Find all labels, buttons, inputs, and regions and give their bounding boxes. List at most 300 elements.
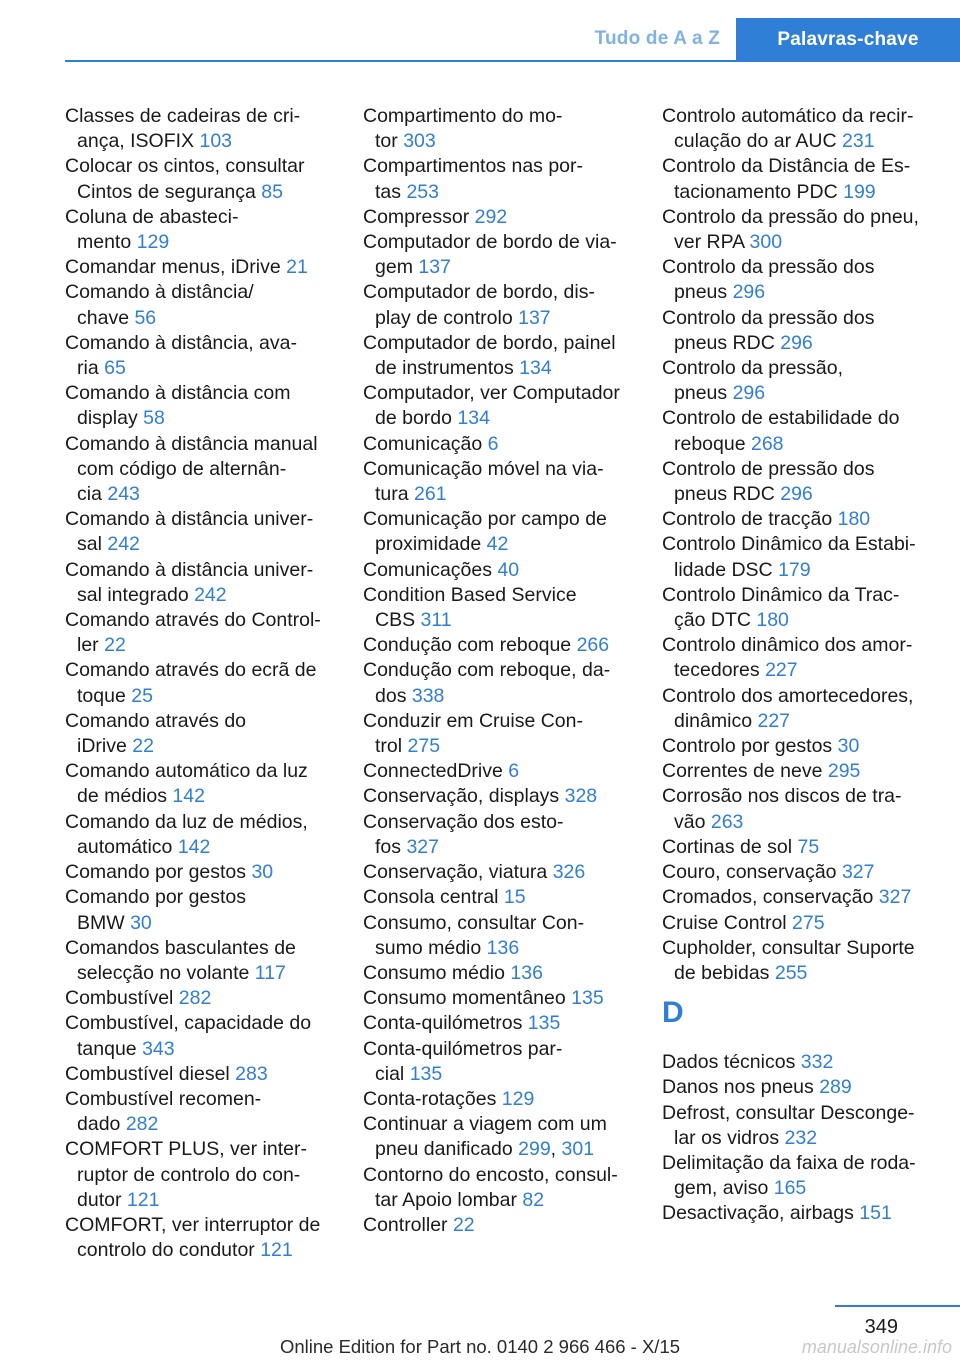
page-reference-link[interactable]: 135 [527,1012,561,1035]
page-reference-link[interactable]: 142 [177,835,211,858]
index-entry-text: pneu danificado [375,1138,519,1161]
index-entry [65,507,337,557]
page-reference-link[interactable]: 303 [403,130,436,153]
page-reference-link[interactable]: 30 [130,911,152,934]
index-entry-text: proximidade [375,533,487,556]
index-entry [662,784,934,834]
index-entry-text: Controlo Dinâmico da Estabi- [662,533,916,556]
index-entry-text: Cortinas de sol [662,835,798,858]
index-entry-text: sal integrado [77,583,195,606]
index-entry [65,381,337,431]
index-entry-text: Conta-quilómetros par- [363,1037,563,1060]
page-reference-link[interactable]: 255 [774,961,808,984]
page-reference-link[interactable]: 136 [510,961,543,984]
page-reference-link[interactable]: 58 [143,407,165,430]
index-entry-text: pneus [674,281,733,304]
page-reference-link[interactable]: 137 [518,306,551,329]
index-entry [65,1062,337,1087]
index-entry [65,709,337,759]
index-entry-text: pneus RDC [674,483,781,506]
index-entry-text: Controlo por gestos [662,735,838,758]
index-entry-text: Controlo Dinâmico da Trac- [662,583,900,606]
page-reference-link[interactable]: 117 [254,961,286,984]
index-entry-text: Comando por gestos [65,861,252,884]
page-reference-link[interactable]: 242 [194,583,227,606]
index-entry [363,1037,635,1087]
index-entry [65,1087,337,1137]
index-entry-text: Comunicações [363,558,498,581]
index-column-2 [363,104,635,1238]
index-entry-text: de bebidas [674,961,775,984]
index-entry [363,280,635,330]
index-entry-text: Comando à distância/ [65,281,254,304]
page-reference-link[interactable]: 42 [486,533,509,556]
index-entry [65,1011,337,1061]
index-entry [662,885,934,910]
index-entry-text: Compressor [363,205,475,228]
page-reference-link[interactable]: 327 [878,886,912,909]
page-reference-link[interactable]: 261 [414,483,447,506]
index-entry-text: Controlo da pressão dos [662,256,875,279]
page-reference-link[interactable]: 299 [518,1138,551,1161]
index-entry-text: Correntes de neve [662,760,828,783]
index-entry [65,255,337,280]
index-entry-text: ConnectedDrive [363,760,509,783]
index-entry-text: iDrive [77,735,133,758]
page-reference-link[interactable]: 135 [571,987,604,1010]
index-entry-text: Cruise Control [662,911,793,934]
index-entry-text: Computador de bordo de via- [363,231,617,254]
page-reference-link[interactable]: 82 [522,1188,545,1211]
index-entry [363,457,635,507]
index-entry [65,986,337,1011]
index-entry [662,356,934,406]
page-reference-link[interactable]: 282 [125,1113,159,1136]
section-tab[interactable]: Tudo de A a Z [594,28,720,49]
index-entry-text: display [77,407,144,430]
index-entry-text: trol [375,735,408,758]
index-entry [363,911,635,961]
page-reference-link[interactable]: 243 [107,483,140,506]
page-reference-link[interactable]: 21 [286,256,308,279]
page-reference-link[interactable]: 165 [773,1177,807,1200]
index-entry-text: Coluna de abasteci- [65,205,239,228]
index-entry-text: Cromados, conservação [662,886,879,909]
index-entry-text: toque [77,684,132,707]
page-reference-link[interactable]: 25 [131,684,153,707]
index-entry-text: Comando à distância com [65,382,291,405]
index-entry [363,1213,635,1238]
index-entry-text: Controlo automático da recir- [662,105,914,127]
page-reference-link[interactable]: 338 [411,684,445,707]
index-entry-text: Consola central [363,886,504,909]
index-entry-text: COMFORT, ver interruptor de [65,1213,321,1236]
index-entry [65,280,337,330]
index-entry-text: tor [375,130,404,153]
index-entry-text: Consumo momentâneo [363,987,572,1010]
page-reference-link[interactable]: 268 [750,432,784,455]
index-entry-text: dos [375,684,412,707]
index-entry-text: pneus RDC [674,331,781,354]
index-entry [363,331,635,381]
index-entry-text: Danos nos pneus [662,1076,820,1099]
index-entry-text: Comando através do [65,709,247,732]
index-entry [662,684,934,734]
page-reference-link[interactable]: 56 [134,306,157,329]
index-entry [363,507,635,557]
page-reference-link[interactable]: 227 [757,709,791,732]
page-reference-link[interactable]: 311 [420,609,452,632]
index-entry [65,608,337,658]
index-entry [363,381,635,431]
index-entry-text: de médios [77,785,173,808]
page-reference-link[interactable]: 232 [784,1126,818,1149]
index-entry [662,507,934,532]
index-entry [363,1163,635,1213]
index-entry-text: ver RPA [674,231,750,254]
index-entry [65,1137,337,1213]
index-entry [662,734,934,759]
index-entry-text: ção DTC [674,609,757,632]
page-reference-link[interactable]: 300 [749,231,783,254]
index-entry-text: Comunicação móvel na via- [363,457,604,480]
page-reference-link[interactable]: 292 [474,205,508,228]
page-reference-link[interactable]: 343 [142,1037,175,1060]
index-entry [363,432,635,457]
index-entry [65,331,337,381]
index-entry [662,532,934,582]
index-entry-text: Comando à distância univer- [65,508,314,531]
page-reference-link[interactable]: 275 [792,911,825,934]
index-entry-text: Computador de bordo, painel [363,331,616,354]
index-entry-text: Controlo da pressão dos [662,306,875,329]
index-entry [662,633,934,683]
index-entry-text: Continuar a viagem com um [363,1113,607,1136]
index-entry-text: cial [375,1062,410,1085]
index-entry [662,583,934,633]
index-entry [662,936,934,986]
index-entry [363,633,635,658]
page-reference-link[interactable]: 151 [859,1202,892,1225]
index-entry [363,230,635,280]
index-entry-text: Comandar menus, iDrive [65,256,287,279]
index-entry-text: tas [375,180,407,203]
index-entry-text: chave [77,306,135,329]
index-entry [662,1201,934,1226]
index-column-1 [65,104,337,1263]
index-entry-text: Controlo de estabilidade do [662,407,900,430]
page-reference-link[interactable]: 289 [819,1076,852,1099]
page-reference-link[interactable]: 22 [104,634,126,657]
page-reference-link[interactable]: 30 [251,861,274,884]
page-reference-link[interactable]: 295 [827,760,861,783]
page-reference-link[interactable]: 22 [452,1213,475,1236]
index-entry-text: sal [77,533,108,556]
page-reference-link[interactable]: 227 [765,659,798,682]
index-entry-text: Comando automático da luz [65,760,308,783]
index-entry-text: Conservação, displays [363,785,565,808]
index-entry-text: Controlo de pressão dos [662,457,875,480]
index-entry-text: lidade DSC [674,558,779,581]
index-entry-text: ria [77,357,105,380]
page-reference-link[interactable]: 180 [756,609,789,632]
page-reference-link[interactable]: 15 [503,886,526,909]
page-reference-link[interactable]: 328 [564,785,598,808]
page-reference-link[interactable]: 275 [407,735,441,758]
index-entry-text: selecção no volante [77,961,255,984]
index-entry-text: culação do ar AUC [674,130,843,153]
index-entry [662,1101,934,1151]
index-entry-text: Conta-quilómetros [363,1012,528,1035]
page-reference-link[interactable]: 22 [132,735,154,758]
index-entry-text: dinâmico [674,709,758,732]
index-entry-text: dutor [77,1188,127,1211]
index-entry-text: Computador de bordo, dis- [363,281,595,304]
index-letter-heading: D [662,996,684,1030]
index-entry-text: pneus [674,382,733,405]
index-entry-text: Combustível [65,987,179,1010]
index-entry [662,205,934,255]
index-entry [662,1050,934,1075]
index-entry-text: Conservação dos esto- [363,810,564,833]
page-reference-link[interactable]: 266 [576,634,610,657]
page-reference-link[interactable]: 199 [843,180,876,203]
index-entry-text: tanque [77,1037,143,1060]
index-entry-text: gem, aviso [674,1177,774,1200]
page-reference-link[interactable]: 242 [107,533,140,556]
index-entry-text: Compartimentos nas por- [363,155,584,178]
page-reference-link[interactable]: 296 [780,331,813,354]
index-entry [363,1087,635,1112]
index-entry-text: Comando à distância, ava- [65,331,297,354]
index-entry-text: Defrost, consultar Desconge- [662,1101,915,1124]
index-entry [363,784,635,809]
page-reference-link[interactable]: 103 [199,130,233,153]
index-entry-text: tecedores [674,659,766,682]
index-entry-text: com código de alternân- [77,457,287,480]
index-entry [65,658,337,708]
page-reference-link[interactable]: 134 [457,407,490,430]
page-reference-link[interactable]: 296 [732,382,766,405]
index-entry [65,860,337,885]
index-entry [363,759,635,784]
index-entry-text: Comando à distância manual [65,432,318,455]
index-entry-text: tura [375,483,415,506]
index-entry-text: Conservação, viatura [363,861,553,884]
index-entry [65,205,337,255]
index-entry-text: reboque [674,432,751,455]
page-header [0,0,960,62]
index-entry [65,759,337,809]
index-entry [662,860,934,885]
index-entry [363,709,635,759]
index-entry-text: ruptor de controlo do con- [77,1163,301,1186]
index-entry-text: Controlo de tracção [662,508,838,531]
index-entry-text: Comando através do Control- [65,609,321,632]
index-entry-text: Combustível diesel [65,1062,236,1085]
page-reference-link[interactable]: 327 [841,861,875,884]
page-reference-link[interactable]: 327 [406,835,439,858]
page-reference-link[interactable]: 129 [136,231,170,254]
page-reference-link[interactable]: 253 [406,180,439,203]
index-entry-text: Couro, conservação [662,861,842,884]
page-reference-link[interactable]: 326 [552,861,586,884]
index-entry [65,1213,337,1263]
index-entry [363,810,635,860]
index-entry [662,154,934,204]
index-entry-text: cia [77,483,108,506]
index-entry-text: fos [375,835,407,858]
index-entry-text: tacionamento PDC [674,180,844,203]
page-reference-link[interactable]: 6 [487,432,499,455]
page-reference-link[interactable]: 282 [178,987,212,1010]
index-entry [363,583,635,633]
index-entry-text: BMW [77,911,131,934]
index-entry-text: Controlo da Distância de Es- [662,155,911,178]
index-entry-text: Dados técnicos [662,1051,801,1074]
page-reference-link[interactable]: 231 [842,130,875,153]
active-section-tab[interactable]: Palavras-chave [736,18,960,62]
index-entry-text: Condução com reboque, da- [363,659,611,682]
index-entry-text: vão [674,810,711,833]
page-reference-link[interactable]: 75 [797,835,820,858]
index-entry [65,558,337,608]
index-entry [363,558,635,583]
index-entry [363,885,635,910]
index-entry-text: Condução com reboque [363,634,577,657]
index-entry-text: automático [77,835,178,858]
index-entry [65,885,337,935]
index-entry-text: Corrosão nos discos de tra- [662,785,902,808]
index-entry [65,432,337,508]
index-entry [363,154,635,204]
index-entry-text: Consumo, consultar Con- [363,911,585,934]
index-entry-text: Conta-rotações [363,1087,502,1110]
index-entry [662,406,934,456]
index-entry [65,104,337,154]
index-entry-text: Comando à distância univer- [65,558,314,581]
index-column-3 [662,104,934,1227]
index-entry-text: Controlo da pressão do pneu, [662,205,919,228]
index-entry-text: Computador, ver Computador [363,382,620,405]
page-reference-link[interactable]: 129 [501,1087,535,1110]
index-entry-text: lar os vidros [674,1126,785,1149]
index-entry-text: Comunicação [363,432,488,455]
index-entry [662,835,934,860]
index-entry-text: Conduzir em Cruise Con- [363,709,583,732]
page-reference-link[interactable]: 121 [260,1239,293,1262]
page-reference-link[interactable]: 40 [497,558,520,581]
index-entry-text: Cintos de segurança [77,180,262,203]
index-entry [662,759,934,784]
page-reference-link[interactable]: 121 [126,1188,160,1211]
index-entry-text: Comandos basculantes de [65,936,296,959]
page-reference-link[interactable]: 137 [418,256,451,279]
index-entry-text: Colocar os cintos, consultar [65,155,305,178]
index-entry-text: Combustível recomen- [65,1087,262,1110]
index-entry [662,1151,934,1201]
index-entry [363,205,635,230]
index-entry-text: controlo do condutor [77,1239,261,1262]
index-entry: Continuar a viagem com um pneu danificado 299, 301 [363,1113,607,1161]
index-entry [363,961,635,986]
index-entry-text: Classes de cadeiras de cri- [65,105,301,127]
page-reference-link[interactable]: 301 [561,1138,595,1161]
page-reference-link[interactable]: 296 [732,281,766,304]
page-reference-link[interactable]: 85 [261,180,283,203]
page-reference-link[interactable]: 180 [837,508,871,531]
index-entry-text: de bordo [375,407,458,430]
index-entry-text: Comando através do ecrã de [65,659,317,682]
index-entry [363,1011,635,1036]
footer-rule [835,1305,960,1307]
index-entry [363,986,635,1011]
page-reference-link[interactable]: 142 [172,785,205,808]
index-entry-text: COMFORT PLUS, ver inter- [65,1138,307,1161]
index-entry [662,1075,934,1100]
page-reference-link[interactable]: 332 [800,1051,834,1074]
page-number: 349 [864,1316,898,1338]
header-rule [65,60,960,62]
index-entry-text: Comunicação por campo de [363,508,607,531]
index-entry-text: dado [77,1113,126,1136]
index-entry-text: Delimitação da faixa de roda- [662,1151,916,1174]
index-entry-text: Combustível, capacidade do [65,1012,312,1035]
index-entry [65,154,337,204]
page-reference-link[interactable]: 30 [837,735,860,758]
page-reference-link[interactable]: 65 [104,357,126,380]
index-entry [65,810,337,860]
index-entry-text: Contorno do encosto, consul- [363,1163,618,1186]
index-entry-text: tar Apoio lombar [375,1188,523,1211]
index-entry [662,104,934,154]
index-entry [662,911,934,936]
page-reference-link[interactable]: 134 [519,357,552,380]
index-entry-text: Comando por gestos [65,886,247,909]
page-reference-link[interactable]: 179 [778,558,811,581]
index-entry-text: mento [77,231,137,254]
page-reference-link[interactable]: 136 [486,936,520,959]
index-entry-text: Cupholder, consultar Suporte [662,936,915,959]
page-reference-link[interactable]: 263 [710,810,744,833]
index-entry-text: CBS [375,609,421,632]
index-entry-text: ler [77,634,105,657]
index-entry-text: de instrumentos [375,357,520,380]
index-entry-text: Consumo médio [363,961,511,984]
index-entry-text: Desactivação, airbags [662,1202,860,1225]
page-reference-link[interactable]: 283 [235,1062,268,1085]
page-reference-link[interactable]: 6 [508,760,520,783]
index-entry-text: play de controlo [375,306,519,329]
page-reference-link[interactable]: 296 [780,483,813,506]
index-entry [65,936,337,986]
index-entry-text: Controlo dinâmico dos amor- [662,634,913,657]
index-entry-text: Controlo da pressão, [662,357,844,380]
index-entry [363,860,635,885]
index-entry [662,306,934,356]
index-entry-text: Controlo dos amortecedores, [662,684,914,707]
index-entry-text: Comando da luz de médios, [65,810,308,833]
index-entry-text: Controller [363,1213,453,1236]
index-entry [662,255,934,305]
index-entry-text: gem [375,256,419,279]
index-entry-text: Compartimento do mo- [363,105,563,127]
index-entry-text: ança, ISOFIX [77,130,200,153]
page-reference-link[interactable]: 135 [409,1062,443,1085]
index-entry [363,658,635,708]
index-entry-text: Condition Based Service [363,583,577,606]
index-entry-text: sumo médio [375,936,487,959]
